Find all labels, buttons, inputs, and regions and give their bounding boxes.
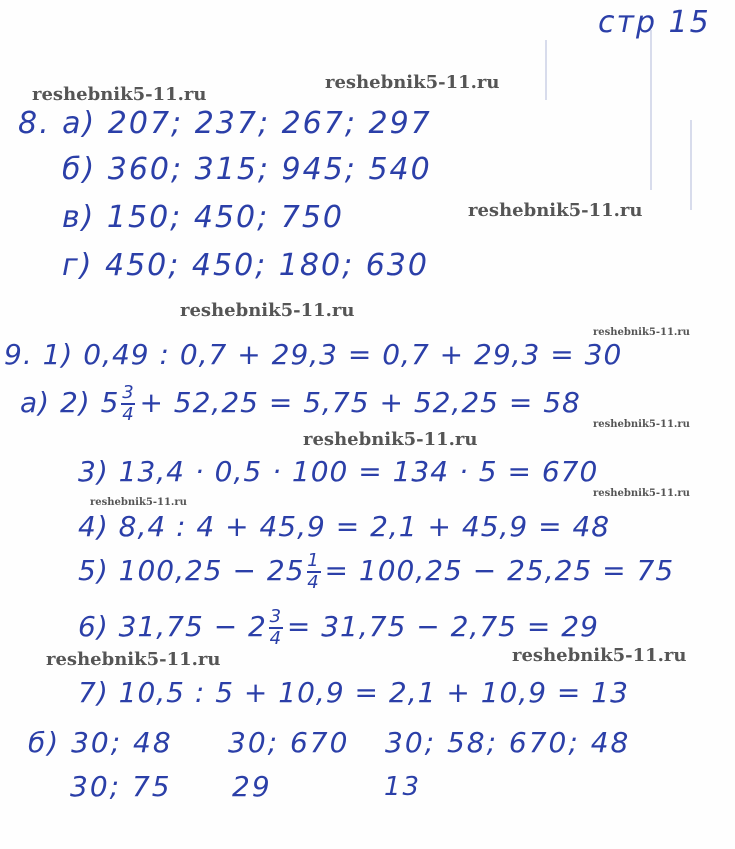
watermark: reshebnik5-11.ru xyxy=(468,200,643,221)
fraction-denominator: 4 xyxy=(122,404,135,425)
ex9-line-2-prefix: а) 2) 5 xyxy=(20,386,120,419)
ex8-line-g: г) 450; 450; 180; 630 xyxy=(62,248,429,283)
fraction-numerator: 3 xyxy=(269,606,283,627)
ex9-c-answer-3: 13 xyxy=(384,772,422,802)
ex9-line-3: 3) 13,4 · 0,5 · 100 = 134 · 5 = 670 xyxy=(78,455,599,488)
watermark: reshebnik5-11.ru xyxy=(593,419,690,430)
ex9-line-1: 9. 1) 0,49 : 0,7 + 29,3 = 0,7 + 29,3 = 30 xyxy=(4,338,623,371)
ex9-line-5 xyxy=(78,552,674,592)
ex9-line-6-rest: = 31,75 − 2,75 = 29 xyxy=(286,610,599,643)
ex9-line-2-rest: + 52,25 = 5,75 + 52,25 = 58 xyxy=(139,386,581,419)
fraction-numerator: 3 xyxy=(122,382,135,403)
watermark: reshebnik5-11.ru xyxy=(32,84,207,105)
fraction xyxy=(307,552,321,592)
faint-mark xyxy=(545,40,547,100)
ex9-line-7: 7) 10,5 : 5 + 10,9 = 2,1 + 10,9 = 13 xyxy=(78,676,629,709)
watermark: reshebnik5-11.ru xyxy=(593,488,690,499)
watermark: reshebnik5-11.ru xyxy=(90,497,187,508)
ex9-b-answer-1: б) 30; 48 xyxy=(28,726,173,759)
fraction xyxy=(121,384,135,424)
fraction-numerator: 1 xyxy=(307,550,320,571)
ex8-line-a: 8. а) 207; 237; 267; 297 xyxy=(18,106,432,141)
ex9-c-answer-2: 29 xyxy=(232,770,272,803)
fraction-denominator: 4 xyxy=(269,628,283,649)
faint-mark xyxy=(650,30,652,190)
ex9-line-2 xyxy=(20,384,581,424)
ex9-b-answer-2: 30; 670 xyxy=(228,726,350,759)
faint-mark xyxy=(690,120,692,210)
watermark: reshebnik5-11.ru xyxy=(180,300,355,321)
ex9-line-4: 4) 8,4 : 4 + 45,9 = 2,1 + 45,9 = 48 xyxy=(78,510,611,543)
ex9-line-6 xyxy=(78,608,599,648)
fraction xyxy=(269,608,283,648)
watermark: reshebnik5-11.ru xyxy=(303,429,478,450)
ex9-b-answer-3: 30; 58; 670; 48 xyxy=(385,726,631,759)
watermark: reshebnik5-11.ru xyxy=(325,72,500,93)
ex9-line-6-prefix: 6) 31,75 − 2 xyxy=(78,610,267,643)
fraction-denominator: 4 xyxy=(307,572,320,593)
page-label: стр 15 xyxy=(598,5,711,40)
ex9-c-answer-1: 30; 75 xyxy=(70,770,172,803)
watermark: reshebnik5-11.ru xyxy=(593,327,690,338)
ex9-line-5-prefix: 5) 100,25 − 25 xyxy=(78,554,305,587)
ex8-line-v: в) 150; 450; 750 xyxy=(62,200,344,235)
watermark: reshebnik5-11.ru xyxy=(512,645,687,666)
ex8-line-b: б) 360; 315; 945; 540 xyxy=(62,152,432,187)
watermark: reshebnik5-11.ru xyxy=(46,649,221,670)
ex9-line-5-rest: = 100,25 − 25,25 = 75 xyxy=(324,554,675,587)
